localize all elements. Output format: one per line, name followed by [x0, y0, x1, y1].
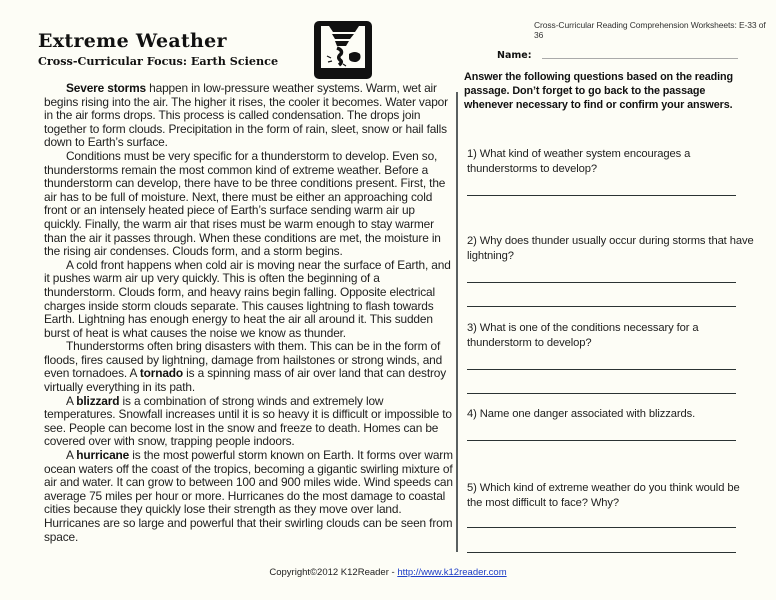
answer-line-5a[interactable]	[467, 527, 736, 528]
footer	[0, 567, 776, 578]
answer-line-2b[interactable]	[467, 306, 736, 307]
name-label: Name:	[497, 50, 532, 61]
bold-term-hurricane: hurricane	[76, 448, 130, 463]
answer-line-4a[interactable]	[467, 440, 736, 441]
question-instructions: Answer the following questions based on the reading passage. Don’t forget to go back to the passage whenever necessary to find or confirm your answers.	[464, 71, 734, 112]
paragraph-text: A	[66, 393, 77, 408]
answer-line-3a[interactable]	[467, 369, 736, 370]
paragraph-text: is the most powerful storm known on Earth. It forms over warm ocean waters off the coast of the tropics, becoming a gigantic swirling mixture of air and water. It can grow to between 100 and 900 miles wide. Wind speeds can average 75 miles per hour or more. Hurricanes do the most damage to coastal cities because they quickly lose their strength as they move over land. Hurricanes are so large and powerful that their swirling clouds can be seen from space.	[44, 448, 453, 544]
paragraph-text: Thunderstorms often bring disasters with them. This can be in the form of floods, fires caused by lightning, damage from hailstones or strong winds, and even tornadoes. A	[44, 339, 443, 381]
paragraph-text: A cold front happens when cold air is moving near the surface of Earth, and it pushes warm air up very quickly. This is often the beginning of a thunderstorm. Clouds form, and heavy rains begin falling. Opposite electrical charges inside storm clouds separate. This causes lightning to flash towards Earth. Lightning has enough energy to heat the air all around it. This sudden burst of heat is what causes the noise we know as thunder.	[44, 257, 451, 340]
question-4: 4) Name one danger associated with blizzards.	[467, 408, 696, 420]
reading-passage	[44, 82, 454, 544]
name-field-row	[497, 50, 738, 61]
question-1: 1) What kind of weather system encourages a thunderstorms to develop?	[467, 148, 691, 175]
passage-paragraph	[44, 82, 454, 150]
passage-paragraph	[44, 449, 454, 544]
tornado-icon	[313, 20, 373, 80]
copyright-text: Copyright©2012 K12Reader -	[269, 567, 398, 578]
paragraph-text: happen in low-pressure weather systems. Warm, wet air begins rising into the air. The higher it rises, the cooler it becomes. Water vapor in the air forms drops. This process is called condensation. The drops join together to form clouds. Precipitation in the form of rain, sleet, snow or hail falls down to Earth’s surface.	[44, 81, 448, 150]
passage-paragraph	[44, 150, 454, 259]
k12reader-link[interactable]: http://www.k12reader.com	[397, 567, 507, 578]
bold-term: Severe storms	[66, 81, 147, 95]
question-5: 5) Which kind of extreme weather do you think would be the most difficult to face? Why?	[467, 482, 740, 509]
answer-line-3b[interactable]	[467, 393, 736, 394]
answer-line-5b[interactable]	[467, 552, 736, 553]
answer-line-2a[interactable]	[467, 282, 736, 283]
paragraph-text: Conditions must be very specific for a thunderstorm to develop. Even so, thunderstorms remain the most common kind of extreme weather. Before a thunderstorm can develop, there have to be three conditions present. First, the air has to be full of moisture. Next, there must be either an approaching cold front or an intensely heated piece of Earth’s surface sending warm air up quickly. Finally, the warm air that rises must be warm enough to stay warmer than the air it passes through. When these conditions are met, the moisture in the rising air condenses. Clouds form, and a storm begins.	[44, 148, 446, 259]
paragraph-text: A	[66, 448, 77, 463]
paragraph-text: is a combination of strong winds and extremely low temperatures. Snowfall increases until it is so heavy it is difficult or impossible to see. People can become lost in the snow and freeze to death. Homes can be covered over with snow, trapping people indoors.	[44, 393, 452, 449]
passage-paragraph	[44, 259, 454, 341]
question-2: 2) Why does thunder usually occur during storms that have lightning?	[467, 235, 754, 262]
question-3: 3) What is one of the conditions necessary for a thunderstorm to develop?	[467, 322, 699, 349]
worksheet-subtitle: Cross-Curricular Focus: Earth Science	[38, 54, 279, 68]
bold-term-tornado: tornado	[139, 366, 184, 381]
passage-paragraph	[44, 395, 454, 449]
worksheet-title: Extreme Weather	[38, 30, 227, 52]
paragraph-text: is a spinning mass of air over land that can destroy virtually everything in its path.	[44, 366, 447, 395]
worksheet-reference: Cross-Curricular Reading Comprehension Worksheets: E-33 of 36	[534, 20, 766, 40]
passage-paragraph	[44, 340, 454, 394]
name-input-line[interactable]	[542, 58, 738, 59]
column-divider	[456, 92, 458, 552]
answer-line-1a[interactable]	[467, 195, 736, 196]
bold-term-blizzard: blizzard	[76, 393, 120, 408]
